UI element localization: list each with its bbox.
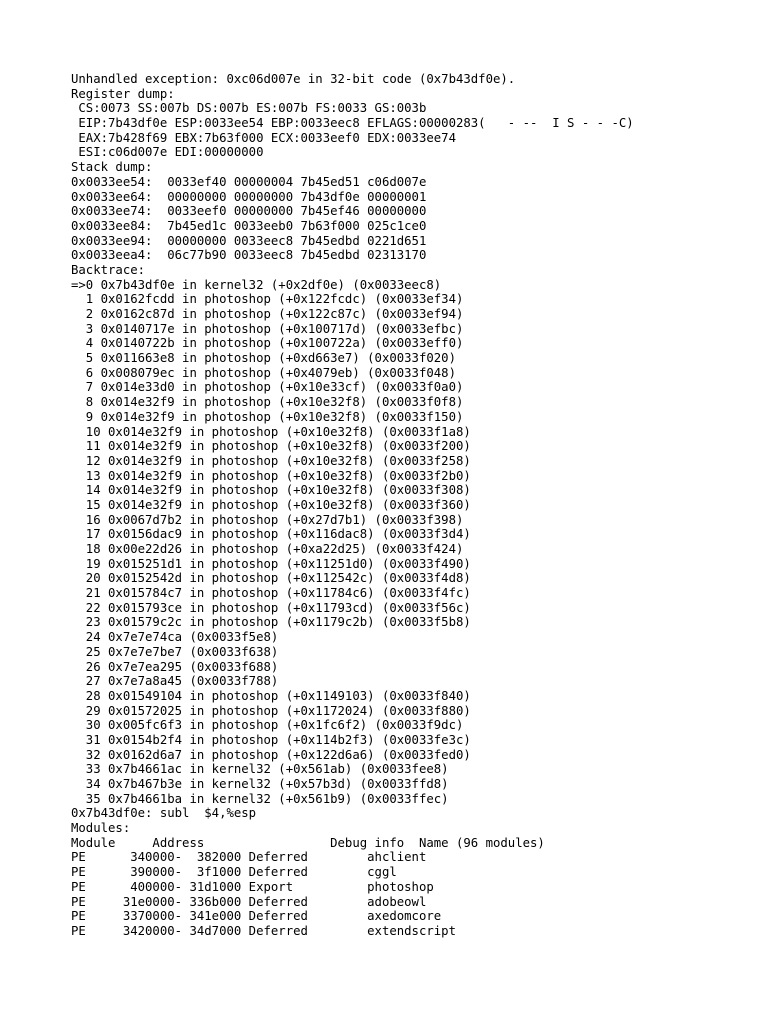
register-line: CS:0073 SS:007b DS:007b ES:007b FS:0033 GS:003b	[71, 101, 427, 116]
stack-dump-heading: Stack dump:	[71, 160, 153, 175]
backtrace-frame: 3 0x0140717e in photoshop (+0x100717d) (0x0033efbc)	[71, 321, 464, 336]
backtrace-frame: 4 0x0140722b in photoshop (+0x100722a) (0x0033eff0)	[71, 336, 464, 351]
backtrace-frame: 31 0x0154b2f4 in photoshop (+0x114b2f3) (0x0033fe3c)	[71, 732, 471, 747]
stack-line: 0x0033eea4: 06c77b90 0033eec8 7b45edbd 02313170	[71, 248, 427, 263]
backtrace-frame: 33 0x7b4661ac in kernel32 (+0x561ab) (0x0033fee8)	[71, 762, 449, 777]
backtrace-frame: 24 0x7e7e74ca (0x0033f5e8)	[71, 630, 279, 645]
backtrace-frame: 22 0x015793ce in photoshop (+0x11793cd) (0x0033f56c)	[71, 600, 471, 615]
backtrace-frame: 34 0x7b467b3e in kernel32 (+0x57b3d) (0x0033ffd8)	[71, 777, 449, 791]
stack-line: 0x0033ee84: 7b45ed1c 0033eeb0 7b63f000 025c1ce0	[71, 218, 427, 233]
backtrace-frame: 18 0x00e22d26 in photoshop (+0xa22d25) (0x0033f424)	[71, 542, 464, 556]
backtrace-frame: 10 0x014e32f9 in photoshop (+0x10e32f8) (0x0033f1a8)	[71, 424, 471, 439]
backtrace-frame: 15 0x014e32f9 in photoshop (+0x10e32f8) (0x0033f360)	[71, 497, 471, 512]
backtrace-frame: 23 0x01579c2c in photoshop (+0x1179c2b) (0x0033f5b8)	[71, 615, 471, 630]
backtrace-frame: 16 0x0067d7b2 in photoshop (+0x27d7b1) (0x0033f398)	[71, 512, 464, 527]
register-line: ESI:c06d007e EDI:00000000	[71, 145, 264, 160]
backtrace-frame: 5 0x011663e8 in photoshop (+0xd663e7) (0x0033f020)	[71, 351, 456, 366]
backtrace-frame: 21 0x015784c7 in photoshop (+0x11784c6) (0x0033f4fc)	[71, 586, 471, 601]
modules-table	[71, 850, 761, 938]
modules-heading: Modules:	[71, 821, 131, 836]
stack-line: 0x0033ee74: 0033eef0 00000000 7b45ef46 00000000	[71, 204, 427, 219]
backtrace-frame: 29 0x01572025 in photoshop (+0x1172024) (0x0033f880)	[71, 703, 471, 718]
stack-line: 0x0033ee94: 00000000 0033eec8 7b45edbd 0221d651	[71, 233, 427, 248]
backtrace-frame: =>0 0x7b43df0e in kernel32 (+0x2df0e) (0x0033eec8)	[71, 277, 442, 292]
backtrace-heading: Backtrace:	[71, 262, 146, 277]
backtrace	[71, 278, 761, 807]
backtrace-frame: 19 0x015251d1 in photoshop (+0x11251d0) (0x0033f490)	[71, 556, 471, 571]
backtrace-frame: 26 0x7e7ea295 (0x0033f688)	[71, 659, 279, 674]
backtrace-frame: 20 0x0152542d in photoshop (+0x112542c) (0x0033f4d8)	[71, 571, 471, 586]
backtrace-frame: 30 0x005fc6f3 in photoshop (+0x1fc6f2) (0x0033f9dc)	[71, 718, 464, 733]
backtrace-frame: 35 0x7b4661ba in kernel32 (+0x561b9) (0x0033ffec)	[71, 791, 449, 806]
backtrace-frame: 2 0x0162c87d in photoshop (+0x122c87c) (0x0033ef94)	[71, 307, 464, 321]
stack-dump	[71, 175, 761, 263]
backtrace-frame: 9 0x014e32f9 in photoshop (+0x10e32f8) (0x0033f150)	[71, 409, 464, 424]
register-line: EAX:7b428f69 EBX:7b63f000 ECX:0033eef0 EDX:0033ee74	[71, 130, 456, 145]
backtrace-frame: 25 0x7e7e7be7 (0x0033f638)	[71, 644, 279, 659]
module-row: PE 3370000- 341e000 Deferred axedomcore	[71, 909, 442, 924]
backtrace-frame: 7 0x014e33d0 in photoshop (+0x10e33cf) (0x0033f0a0)	[71, 380, 464, 395]
module-row: PE 400000- 31d1000 Export photoshop	[71, 879, 434, 894]
backtrace-frame: 32 0x0162d6a7 in photoshop (+0x122d6a6) (0x0033fed0)	[71, 747, 471, 762]
register-dump-heading: Register dump:	[71, 86, 175, 101]
module-row: PE 3420000- 34d7000 Deferred extendscript	[71, 923, 456, 938]
backtrace-frame: 17 0x0156dac9 in photoshop (+0x116dac8) (0x0033f3d4)	[71, 527, 471, 542]
module-row: PE 390000- 3f1000 Deferred cggl	[71, 865, 397, 880]
backtrace-frame: 28 0x01549104 in photoshop (+0x1149103) (0x0033f840)	[71, 688, 471, 703]
backtrace-frame: 1 0x0162fcdd in photoshop (+0x122fcdc) (0x0033ef34)	[71, 292, 464, 307]
crash-log	[71, 72, 761, 939]
register-dump	[71, 101, 761, 160]
backtrace-frame: 11 0x014e32f9 in photoshop (+0x10e32f8) (0x0033f200)	[71, 439, 471, 454]
backtrace-frame: 13 0x014e32f9 in photoshop (+0x10e32f8) (0x0033f2b0)	[71, 468, 471, 483]
backtrace-frame: 6 0x008079ec in photoshop (+0x4079eb) (0x0033f048)	[71, 365, 456, 380]
modules-table-header: Module Address Debug info Name (96 modules)	[71, 835, 545, 850]
backtrace-frame: 8 0x014e32f9 in photoshop (+0x10e32f8) (0x0033f0f8)	[71, 395, 464, 410]
backtrace-frame: 14 0x014e32f9 in photoshop (+0x10e32f8) (0x0033f308)	[71, 483, 471, 498]
backtrace-frame: 12 0x014e32f9 in photoshop (+0x10e32f8) (0x0033f258)	[71, 453, 471, 468]
faulting-instruction: 0x7b43df0e: subl $4,%esp	[71, 806, 257, 821]
stack-line: 0x0033ee54: 0033ef40 00000004 7b45ed51 c06d007e	[71, 174, 427, 189]
register-line: EIP:7b43df0e ESP:0033ee54 EBP:0033eec8 EFLAGS:00000283( - -- I S - - -C)	[71, 116, 634, 131]
stack-line: 0x0033ee64: 00000000 00000000 7b43df0e 00000001	[71, 189, 427, 204]
backtrace-frame: 27 0x7e7a8a45 (0x0033f788)	[71, 674, 279, 689]
module-row: PE 31e0000- 336b000 Deferred adobeowl	[71, 894, 427, 909]
exception-line: Unhandled exception: 0xc06d007e in 32-bit code (0x7b43df0e).	[71, 72, 516, 86]
module-row: PE 340000- 382000 Deferred ahclient	[71, 850, 427, 865]
